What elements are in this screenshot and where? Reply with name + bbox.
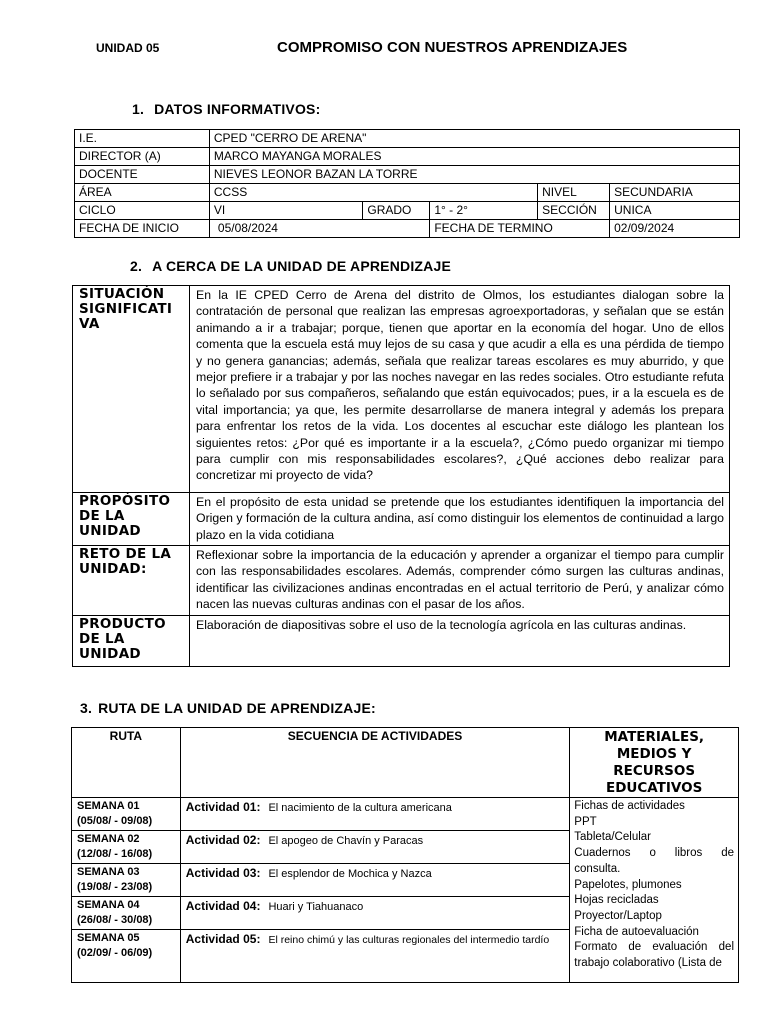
director-label: DIRECTOR (A) bbox=[75, 148, 210, 166]
actividad-key: Actividad 02: bbox=[185, 833, 261, 847]
grado-label: GRADO bbox=[363, 202, 430, 220]
area-value: CCSS bbox=[209, 184, 537, 202]
material-item: PPT bbox=[574, 815, 597, 828]
actividad-title: Huari y Tiahuanaco bbox=[268, 901, 364, 913]
area-label: ÁREA bbox=[75, 184, 210, 202]
semana-cell bbox=[72, 798, 181, 831]
semana-range: (26/08/ - 30/08) bbox=[77, 914, 153, 926]
actividad-cell bbox=[180, 930, 570, 983]
section-1-number: 1. bbox=[132, 101, 145, 117]
situacion-text: En la IE CPED Cerro de Arena del distrito de Olmos, los estudiantes dialogan sobre la contratación de personal que realizan las empresas agroexportadoras, y señalan que se están animando a ir a trabajar; porque, tienen que aportar en la economía del hogar. Uno de ellos comenta que la escuela está muy lejos de su casa y que acudir a ella es una pérdida de tiempo y no genera ganancias; además, señala que realizar tareas escolares es muy aburrido, y que mejor prefiere ir a trabajar y por las noches navegar en las redes sociales. Otro estudiante refuta lo señalado por sus compañeros, señalando que están equivocados; pues, ir a la escuela es de vital importancia; ya que, les permite desarrollarse de manera integral y además los prepara para enfrentar los retos de la vida. Los docentes al escuchar este diálogo les plantean los siguientes retos: ¿Por qué es importante ir a la escuela?, ¿Cómo puedo organizar mi tiempo para cumplir con mis responsabilidades escolares?, ¿Qué acciones debo realizar para concretizar mi proyecto de vida? bbox=[190, 286, 730, 493]
table-row bbox=[73, 616, 730, 667]
actividad-cell bbox=[180, 831, 570, 864]
reto-label: RETO DE LA UNIDAD: bbox=[73, 546, 190, 616]
material-item: Ficha de autoevaluación bbox=[574, 925, 699, 938]
actividad-key: Actividad 04: bbox=[185, 899, 261, 913]
semana-range: (12/08/ - 16/08) bbox=[77, 848, 153, 860]
nivel-label: NIVEL bbox=[538, 184, 610, 202]
table-row bbox=[73, 546, 730, 616]
semana-label: SEMANA 04 bbox=[77, 899, 140, 911]
producto-text: Elaboración de diapositivas sobre el uso de la tecnología agrícola en las culturas andinas. bbox=[190, 616, 730, 667]
section-1-title: DATOS INFORMATIVOS: bbox=[154, 101, 321, 117]
reto-text: Reflexionar sobre la importancia de la educación y aprender a organizar el tiempo para cumplir con las responsabilidades escolares. Además, comprender cómo surgen las culturas andinas, identificar las civilizaciones andinas encontradas en el actual territorio de Perú, y analizar cómo nacen las nuevas culturas andinas con el pasar de los años. bbox=[190, 546, 730, 616]
fecha-inicio-value: 05/08/2024 bbox=[209, 220, 429, 238]
seccion-label: SECCIÓN bbox=[538, 202, 610, 220]
table-row bbox=[75, 130, 740, 148]
semana-label: SEMANA 02 bbox=[77, 833, 140, 845]
col-header-materiales: MATERIALES, MEDIOS Y RECURSOS EDUCATIVOS bbox=[570, 728, 739, 798]
table-row bbox=[75, 148, 740, 166]
docente-value: NIEVES LEONOR BAZAN LA TORRE bbox=[209, 166, 739, 184]
director-value: MARCO MAYANGA MORALES bbox=[209, 148, 739, 166]
fecha-termino-value: 02/09/2024 bbox=[610, 220, 740, 238]
material-item: Tableta/Celular bbox=[574, 831, 651, 844]
seccion-value: UNICA bbox=[610, 202, 740, 220]
actividad-cell bbox=[180, 798, 570, 831]
col-header-ruta: RUTA bbox=[72, 728, 181, 798]
semana-label: SEMANA 05 bbox=[77, 932, 140, 944]
semana-range: (02/09/ - 06/09) bbox=[77, 947, 153, 959]
actividad-title: El apogeo de Chavín y Paracas bbox=[268, 835, 424, 847]
unit-number: UNIDAD 05 bbox=[96, 41, 160, 55]
table-row bbox=[75, 220, 740, 238]
material-item: Formato de evaluación del trabajo colaborativo (Lista de bbox=[574, 941, 734, 970]
ruta-table bbox=[71, 727, 739, 983]
fecha-termino-label: FECHA DE TERMINO bbox=[430, 220, 610, 238]
ciclo-label: CICLO bbox=[75, 202, 210, 220]
section-1-heading bbox=[132, 101, 320, 117]
section-3-number: 3. bbox=[80, 700, 93, 716]
material-item: Cuadernos o libros de consulta. bbox=[574, 847, 734, 875]
section-3-heading bbox=[80, 700, 376, 716]
table-row bbox=[75, 202, 740, 220]
materiales-cell bbox=[570, 798, 739, 983]
semana-label: SEMANA 03 bbox=[77, 866, 140, 878]
actividad-title: El reino chimú y las culturas regionales del intermedio tardío bbox=[268, 934, 550, 946]
material-item: Proyector/Laptop bbox=[574, 909, 662, 922]
actividad-cell bbox=[180, 864, 570, 897]
ie-label: I.E. bbox=[75, 130, 210, 148]
docente-label: DOCENTE bbox=[75, 166, 210, 184]
document-title: COMPROMISO CON NUESTROS APRENDIZAJES bbox=[277, 39, 628, 56]
proposito-label: PROPÓSITO DE LA UNIDAD bbox=[73, 493, 190, 546]
semana-cell bbox=[72, 831, 181, 864]
section-3-title: RUTA DE LA UNIDAD DE APRENDIZAJE: bbox=[98, 700, 376, 716]
table-row bbox=[75, 166, 740, 184]
datos-informativos-table bbox=[74, 129, 740, 238]
actividad-title: El esplendor de Mochica y Nazca bbox=[268, 868, 432, 880]
table-row bbox=[75, 184, 740, 202]
actividad-key: Actividad 01: bbox=[185, 800, 261, 814]
table-row bbox=[72, 798, 739, 831]
section-2-title: A CERCA DE LA UNIDAD DE APRENDIZAJE bbox=[152, 258, 452, 274]
actividad-key: Actividad 03: bbox=[185, 866, 261, 880]
material-item: Fichas de actividades bbox=[574, 800, 685, 812]
nivel-value: SECUNDARIA bbox=[610, 184, 740, 202]
material-item: Hojas recicladas bbox=[574, 894, 659, 907]
actividad-title: El nacimiento de la cultura americana bbox=[268, 802, 452, 814]
section-2-heading bbox=[130, 258, 451, 274]
grado-value: 1° - 2° bbox=[430, 202, 538, 220]
ciclo-value: VI bbox=[209, 202, 363, 220]
proposito-text: En el propósito de esta unidad se pretende que los estudiantes identifiquen la importancia del Origen y formación de la cultura andina, así como distinguir los elementos de continuidad a largo plazo en la vida cotidiana bbox=[190, 493, 730, 546]
producto-label: PRODUCTO DE LA UNIDAD bbox=[73, 616, 190, 667]
situacion-label: SITUACIÓN SIGNIFICATI VA bbox=[73, 286, 190, 493]
col-header-secuencia: SECUENCIA DE ACTIVIDADES bbox=[180, 728, 570, 798]
semana-range: (05/08/ - 09/08) bbox=[77, 815, 153, 827]
semana-cell bbox=[72, 864, 181, 897]
semana-cell bbox=[72, 930, 181, 983]
table-row bbox=[73, 493, 730, 546]
fecha-inicio-label: FECHA DE INICIO bbox=[75, 220, 210, 238]
unidad-table bbox=[72, 285, 730, 667]
table-row bbox=[73, 286, 730, 493]
semana-label: SEMANA 01 bbox=[77, 800, 140, 812]
material-item: Papelotes, plumones bbox=[574, 878, 682, 891]
semana-cell bbox=[72, 897, 181, 930]
table-header-row bbox=[72, 728, 739, 798]
actividad-cell bbox=[180, 897, 570, 930]
section-2-number: 2. bbox=[130, 258, 143, 274]
actividad-key: Actividad 05: bbox=[185, 932, 261, 946]
ie-value: CPED "CERRO DE ARENA" bbox=[209, 130, 739, 148]
semana-range: (19/08/ - 23/08) bbox=[77, 881, 153, 893]
